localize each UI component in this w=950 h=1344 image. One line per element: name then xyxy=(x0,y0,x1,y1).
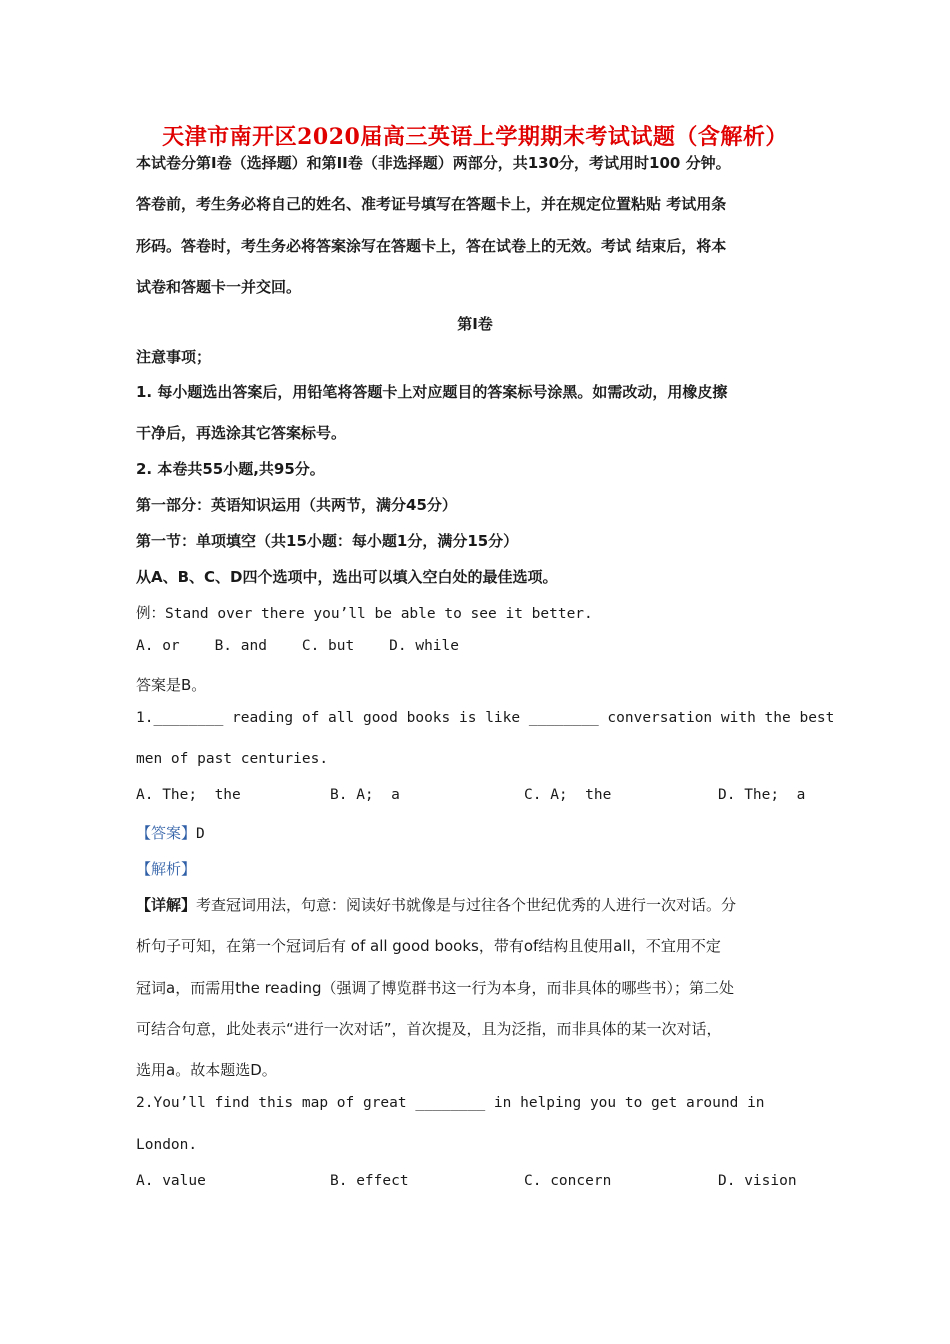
q1-answer-value: D xyxy=(196,826,205,842)
note-line-3: 2. 本卷共55小题,共95分。 xyxy=(136,460,325,478)
q1-detail-text-1: 考查冠词用法，句意：阅读好书就像是与过往各个世纪优秀的人进行一次对话。分 xyxy=(196,896,737,914)
analysis-tag: 【解析】 xyxy=(136,860,197,878)
intro-line-1: 本试卷分第I卷（选择题）和第II卷（非选择题）两部分，共130分，考试用时100 分钟。 xyxy=(136,154,731,172)
notes-heading: 注意事项； xyxy=(136,348,212,366)
q1-detail-line-3: 冠词a，而需用the reading（强调了博览群书这一行为本身，而非具体的哪些书）；第二处 xyxy=(136,979,735,997)
q1-detail-line-4: 可结合句意，此处表示“进行一次对话”，首次提及，且为泛指，而非具体的某一次对话， xyxy=(136,1020,722,1038)
intro-line-3: 形码。答卷时，考生务必将答案涂写在答题卡上，答在试卷上的无效。考试 结束后，将本 xyxy=(136,237,727,255)
q1-option-d: D. The; a xyxy=(718,787,806,803)
document-title: 天津市南开区2020届高三英语上学期期末考试试题（含解析） xyxy=(162,124,788,150)
intro-line-2: 答卷前，考生务必将自己的姓名、准考证号填写在答题卡上，并在规定位置粘贴 考试用条 xyxy=(136,195,727,213)
example-options: A. or B. and C. but D. while xyxy=(136,638,460,654)
example-stem: 例：Stand over there you’ll be able to see it better. xyxy=(136,606,593,622)
q1-stem-line-2: men of past centuries. xyxy=(136,751,329,767)
q1-analysis-row xyxy=(136,858,196,879)
q2-option-d: D. vision xyxy=(718,1173,797,1189)
q2-option-a: A. value xyxy=(136,1173,206,1189)
q2-option-b: B. effect xyxy=(330,1173,409,1189)
instruction: 从A、B、C、D四个选项中，选出可以填入空白处的最佳选项。 xyxy=(136,568,558,586)
q1-stem-line-1: 1.________ reading of all good books is like ________ conversation with the best xyxy=(136,710,835,726)
section1-heading: 第一节：单项填空（共15小题：每小题1分，满分15分） xyxy=(136,532,519,550)
intro-line-4: 试卷和答题卡一并交回。 xyxy=(136,278,302,296)
q1-detail-line-2: 析句子可知，在第一个冠词后有 of all good books，带有of结构且使用all，不宜用不定 xyxy=(136,937,721,955)
q1-detail-line-1 xyxy=(136,894,736,915)
q2-stem-line-2: London. xyxy=(136,1137,198,1153)
q2-option-c: C. concern xyxy=(524,1173,612,1189)
example-answer: 答案是B。 xyxy=(136,676,207,694)
q1-option-a: A. The; the xyxy=(136,787,241,803)
note-line-2: 干净后，再选涂其它答案标号。 xyxy=(136,424,347,442)
q1-detail-line-5: 选用a。故本题选D。 xyxy=(136,1061,277,1079)
q1-option-b: B. A; a xyxy=(330,787,400,803)
q1-option-c: C. A; the xyxy=(524,787,612,803)
detail-tag: 【详解】 xyxy=(136,896,197,914)
q1-answer-row xyxy=(136,822,205,843)
answer-tag: 【答案】 xyxy=(136,824,197,842)
note-line-1: 1. 每小题选出答案后，用铅笔将答题卡上对应题目的答案标号涂黑。如需改动，用橡皮擦 xyxy=(136,383,728,401)
q2-stem-line-1: 2.You’ll find this map of great ________ in helping you to get around in xyxy=(136,1095,765,1111)
volume-heading: 第I卷 xyxy=(457,315,493,333)
part1-heading: 第一部分：英语知识运用（共两节，满分45分） xyxy=(136,496,457,514)
